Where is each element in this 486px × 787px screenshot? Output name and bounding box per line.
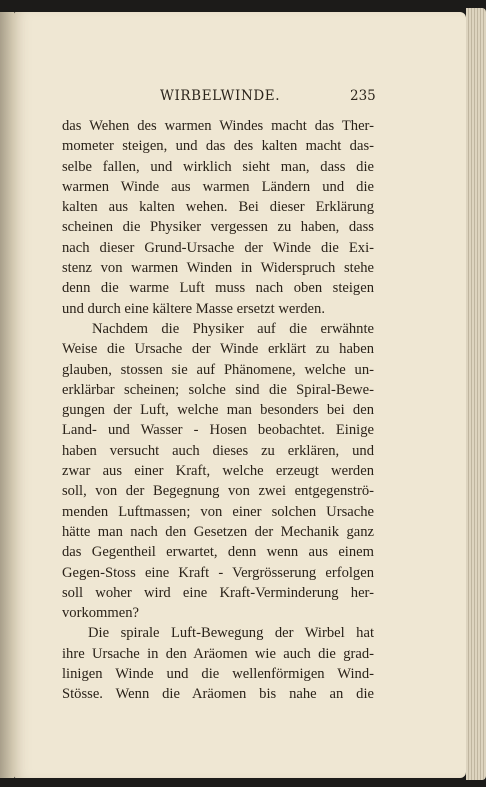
text-line: Stösse. Wenn die Aräomen bis nahe an die bbox=[62, 686, 374, 703]
text-line: gungen der Luft, welche man besonders bei den bbox=[62, 402, 374, 419]
text-line: und durch eine kältere Masse ersetzt werden. bbox=[62, 300, 325, 317]
text-line: erklärbar scheinen; solche sind die Spiral-Bewe- bbox=[62, 381, 374, 398]
text-line: nach dieser Grund-Ursache der Winde die Exi- bbox=[62, 239, 374, 256]
text-line: kalten aus kalten wehen. Bei dieser Erklärung bbox=[62, 199, 374, 216]
text-line: menden Luftmassen; von einer solchen Ursache bbox=[62, 503, 374, 520]
page-edges bbox=[466, 8, 486, 780]
text-line: warmen Winde aus warmen Ländern und die bbox=[62, 178, 374, 195]
body-text bbox=[62, 116, 374, 705]
page-number: 235 bbox=[350, 88, 376, 104]
text-line: zwar aus einer Kraft, welche erzeugt werden bbox=[62, 463, 374, 480]
text-line: selbe fallen, und wirklich sieht man, dass die bbox=[62, 158, 374, 175]
text-line: soll woher wird eine Kraft-Verminderung her- bbox=[62, 584, 374, 601]
text-line: das Wehen des warmen Windes macht das Ther- bbox=[62, 118, 374, 134]
text-line: ihre Ursache in den Aräomen wie auch die grad- bbox=[62, 645, 374, 662]
text-line: denn die warme Luft muss nach oben steigen bbox=[62, 280, 374, 297]
text-line: glauben, stossen sie auf Phänomene, welche un- bbox=[62, 361, 374, 378]
running-title: WIRBELWINDE. bbox=[160, 88, 281, 104]
text-line: stenz von warmen Winden in Widerspruch stehe bbox=[62, 260, 374, 277]
text-line: haben versucht auch dieses zu erklären, und bbox=[62, 442, 374, 459]
text-line: Land- und Wasser - Hosen beobachtet. Einige bbox=[62, 422, 374, 439]
paragraph-start-line: Nachdem die Physiker auf die erwähnte bbox=[92, 320, 374, 337]
text-line: vorkommen? bbox=[62, 605, 140, 622]
text-line: Weise die Ursache der Winde erklärt zu haben bbox=[62, 341, 374, 358]
text-line: das Gegentheil erwartet, denn wenn aus einem bbox=[62, 544, 374, 561]
text-line: soll, von der Begegnung von zwei entgegenströ- bbox=[62, 483, 374, 500]
binding-gutter bbox=[0, 12, 14, 778]
text-line: linigen Winde und die wellenförmigen Wind- bbox=[62, 666, 374, 683]
paragraph-start-line: Die spirale Luft-Bewegung der Wirbel hat bbox=[88, 625, 374, 642]
text-line: hätte man nach den Gesetzen der Mechanik ganz bbox=[62, 523, 374, 540]
text-line: Gegen-Stoss eine Kraft - Vergrösserung erfolgen bbox=[62, 564, 374, 581]
text-line: scheinen die Physiker vergessen zu haben, dass bbox=[62, 219, 374, 236]
text-line: mometer steigen, und das des kalten macht das- bbox=[62, 138, 374, 155]
